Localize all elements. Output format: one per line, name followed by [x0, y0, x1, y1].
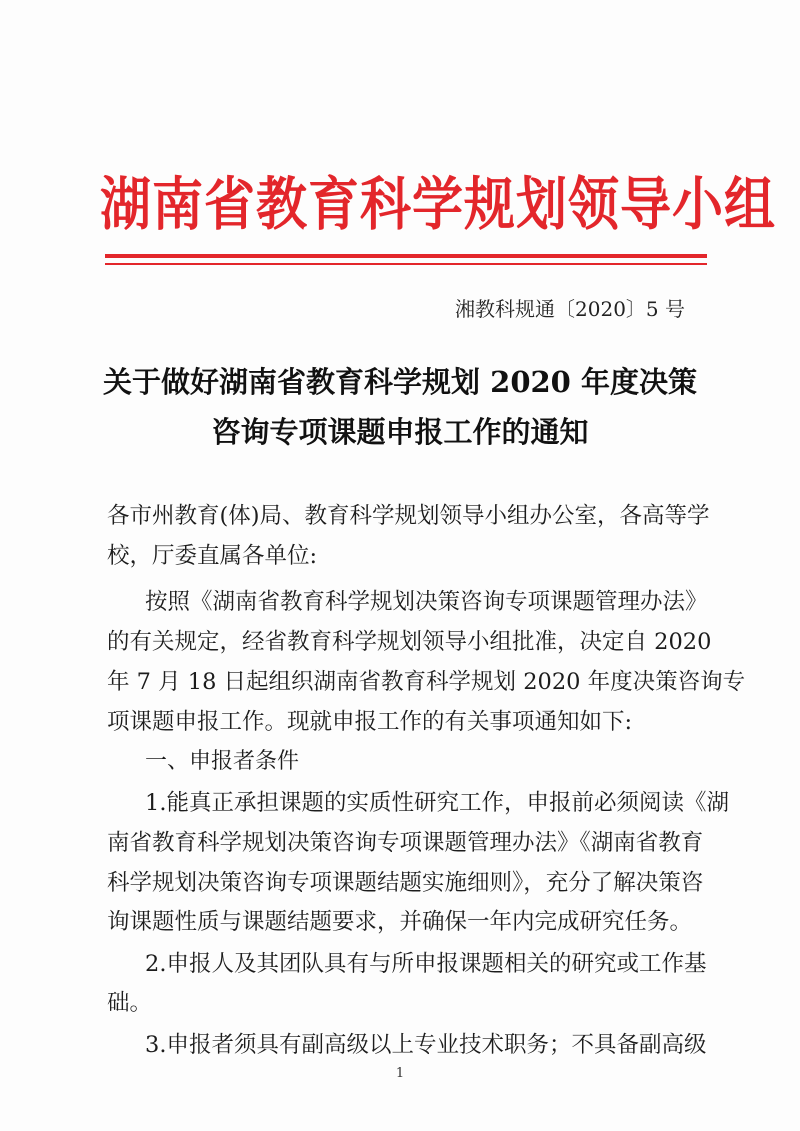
addressee-line-2: 校，厅委直属各单位:: [107, 543, 318, 569]
document-number: 湘教科规通〔2020〕5 号: [455, 297, 685, 321]
notice-title-line-1: 关于做好湖南省教育科学规划 2020 年度决策: [103, 365, 697, 399]
intro-line-4: 项课题申报工作。现就申报工作的有关事项通知如下:: [107, 709, 633, 735]
masthead-rule-thin: [105, 263, 707, 265]
item-2-line-2: 础。: [107, 990, 153, 1016]
masthead-title: 湖南省教育科学规划领导小组: [100, 172, 777, 239]
page-number: 1: [395, 1066, 405, 1081]
intro-line-3: 年 7 月 18 日起组织湖南省教育科学规划 2020 年度决策咨询专: [107, 669, 746, 695]
addressee-line-1: 各市州教育(体)局、教育科学规划领导小组办公室，各高等学: [107, 503, 710, 529]
masthead-rule-thick: [105, 254, 707, 258]
notice-title-line-2: 咨询专项课题申报工作的通知: [211, 415, 589, 449]
item-1-line-1: 1.能真正承担课题的实质性研究工作，申报前必须阅读《湖: [145, 790, 729, 816]
item-3-line-1: 3.申报者须具有副高级以上专业技术职务；不具备副高级: [145, 1032, 707, 1058]
item-1-line-3: 科学规划决策咨询专项课题结题实施细则》，充分了解决策咨: [107, 870, 704, 896]
item-2-line-1: 2.申报人及其团队具有与所申报课题相关的研究或工作基: [145, 951, 707, 977]
intro-line-2: 的有关规定，经省教育科学规划领导小组批准，决定自 2020: [107, 629, 712, 655]
intro-line-1: 按照《湖南省教育科学规划决策咨询专项课题管理办法》: [145, 589, 708, 615]
section-heading-applicant-conditions: 一、申报者条件: [145, 749, 300, 774]
item-1-line-2: 南省教育科学规划决策咨询专项课题管理办法》《湖南省教育: [107, 830, 704, 856]
item-1-line-4: 询课题性质与课题结题要求，并确保一年内完成研究任务。: [107, 909, 693, 935]
